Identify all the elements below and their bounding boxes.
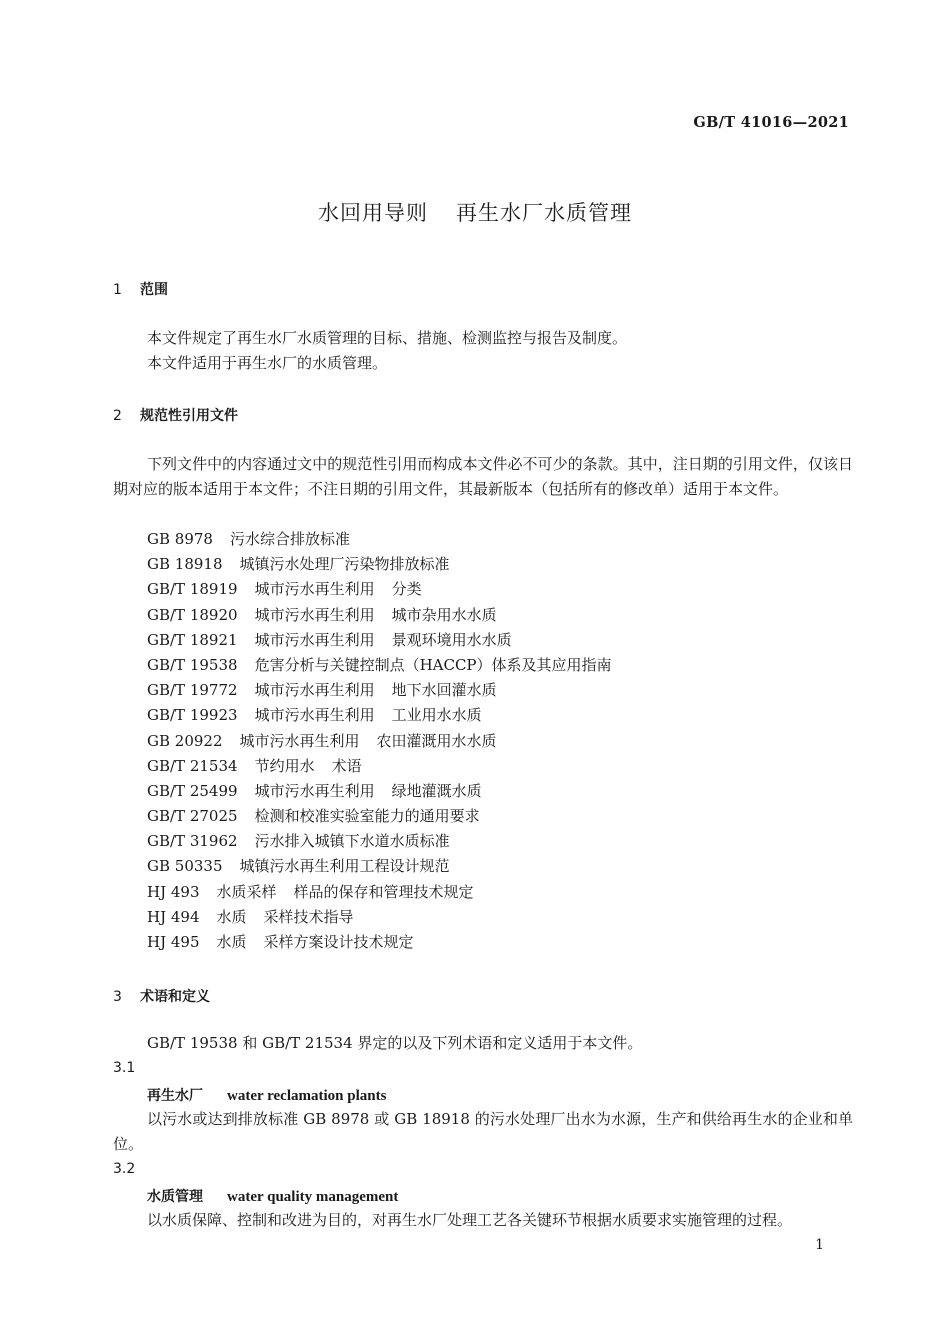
reference-code: GB 50335 — [147, 857, 223, 876]
document-title — [0, 197, 950, 227]
reference-subtitle: 样品的保存和管理技术规定 — [293, 882, 474, 901]
section-number: 2 — [113, 408, 122, 424]
reference-item — [147, 905, 612, 930]
standard-code: GB/T 41016—2021 — [693, 114, 849, 131]
reference-title: 城市污水再生利用 — [239, 731, 360, 750]
reference-item — [147, 603, 612, 628]
reference-code: GB 8978 — [147, 530, 213, 548]
reference-item — [147, 527, 612, 552]
reference-title: 城镇污水再生利用工程设计规范 — [239, 857, 450, 876]
reference-subtitle: 采样方案设计技术规定 — [263, 933, 414, 951]
term-chinese: 再生水厂 — [147, 1088, 203, 1104]
section-number: 3 — [113, 989, 122, 1005]
section-2-heading — [113, 405, 238, 425]
reference-code: HJ 495 — [147, 933, 200, 951]
reference-subtitle: 绿地灌溉水质 — [391, 781, 482, 800]
reference-code: HJ 494 — [147, 907, 200, 926]
reference-title: 水质 — [216, 933, 247, 951]
reference-title: 城市污水再生利用 — [254, 781, 375, 800]
term-entry — [147, 1186, 398, 1206]
reference-subtitle: 术语 — [331, 756, 362, 775]
section-3-intro: GB/T 19538 和 GB/T 21534 界定的以及下列术语和定义适用于本文件。 — [147, 1034, 643, 1052]
reference-item — [147, 804, 612, 829]
reference-subtitle: 工业用水水质 — [391, 706, 482, 725]
reference-code: GB 18918 — [147, 555, 223, 574]
reference-subtitle: 城市杂用水水质 — [391, 605, 497, 624]
section-title: 规范性引用文件 — [140, 408, 238, 424]
reference-title: 污水排入城镇下水道水质标准 — [254, 832, 450, 851]
term-number: 3.2 — [113, 1161, 136, 1177]
reference-item — [147, 552, 612, 577]
section-1-paragraph: 本文件适用于再生水厂的水质管理。 — [147, 354, 388, 372]
section-title: 范围 — [140, 282, 168, 298]
reference-item — [147, 829, 612, 854]
reference-subtitle: 采样技术指导 — [263, 907, 354, 926]
reference-title: 城市污水再生利用 — [254, 630, 375, 649]
reference-subtitle: 农田灌溉用水水质 — [376, 731, 497, 750]
term-definition: 以水质保障、控制和改进为目的，对再生水厂处理工艺各关键环节根据水质要求实施管理的过程。 — [147, 1211, 793, 1229]
reference-subtitle: 景观环境用水水质 — [391, 630, 512, 649]
section-3-heading — [113, 986, 210, 1006]
reference-title: 节约用水 — [254, 756, 315, 775]
reference-title: 水质采样 — [216, 882, 277, 901]
reference-item — [147, 678, 612, 703]
term-chinese: 水质管理 — [147, 1189, 203, 1205]
normative-references-list — [147, 527, 612, 955]
reference-code: GB/T 27025 — [147, 807, 238, 826]
section-title: 术语和定义 — [140, 989, 210, 1005]
reference-title: 城市污水再生利用 — [254, 706, 375, 725]
reference-code: GB/T 18920 — [147, 605, 238, 624]
title-part-2: 再生水厂水质管理 — [456, 201, 632, 225]
term-english: water reclamation plants — [227, 1088, 387, 1104]
reference-code: GB/T 31962 — [147, 832, 238, 851]
reference-title: 危害分析与关键控制点（HACCP）体系及其应用指南 — [254, 655, 612, 674]
reference-title: 城市污水再生利用 — [254, 605, 375, 624]
page-number: 1 — [815, 1237, 824, 1253]
reference-subtitle: 分类 — [391, 580, 422, 599]
title-part-1: 水回用导则 — [318, 201, 428, 225]
reference-title: 城市污水再生利用 — [254, 681, 375, 700]
section-1-paragraph: 本文件规定了再生水厂水质管理的目标、措施、检测监控与报告及制度。 — [147, 329, 628, 347]
reference-item — [147, 653, 612, 678]
reference-title: 污水综合排放标准 — [229, 530, 350, 548]
reference-code: GB/T 21534 — [147, 756, 238, 775]
reference-title: 城镇污水处理厂污染物排放标准 — [239, 555, 450, 574]
reference-title: 城市污水再生利用 — [254, 580, 375, 599]
term-english: water quality management — [227, 1189, 399, 1205]
reference-item — [147, 854, 612, 879]
reference-title: 检测和校准实验室能力的通用要求 — [254, 807, 480, 826]
reference-code: HJ 493 — [147, 882, 200, 901]
reference-item — [147, 703, 612, 728]
reference-item — [147, 577, 612, 602]
reference-item — [147, 754, 612, 779]
reference-item — [147, 628, 612, 653]
reference-item — [147, 880, 612, 905]
term-number: 3.1 — [113, 1060, 136, 1076]
section-2-intro: 下列文件中的内容通过文中的规范性引用而构成本文件必不可少的条款。其中，注日期的引用文件，仅该日期对应的版本适用于本文件；不注日期的引用文件，其最新版本（包括所有的修改单）适用于本文件。 — [113, 455, 853, 498]
reference-code: GB/T 19772 — [147, 681, 238, 700]
reference-item — [147, 729, 612, 754]
section-number: 1 — [113, 282, 122, 298]
term-definition: 以污水或达到排放标准 GB 8978 或 GB 18918 的污水处理厂出水为水源，生产和供给再生水的企业和单位。 — [113, 1110, 853, 1153]
reference-code: GB/T 19923 — [147, 706, 238, 725]
reference-subtitle: 地下水回灌水质 — [391, 681, 497, 700]
reference-code: GB/T 25499 — [147, 781, 238, 800]
reference-item — [147, 930, 612, 955]
section-1-heading — [113, 279, 168, 299]
reference-title: 水质 — [216, 907, 247, 926]
reference-code: GB/T 18921 — [147, 630, 238, 649]
reference-code: GB/T 19538 — [147, 655, 238, 674]
reference-item — [147, 779, 612, 804]
reference-code: GB/T 18919 — [147, 580, 238, 599]
term-entry — [147, 1085, 386, 1105]
reference-code: GB 20922 — [147, 731, 223, 750]
